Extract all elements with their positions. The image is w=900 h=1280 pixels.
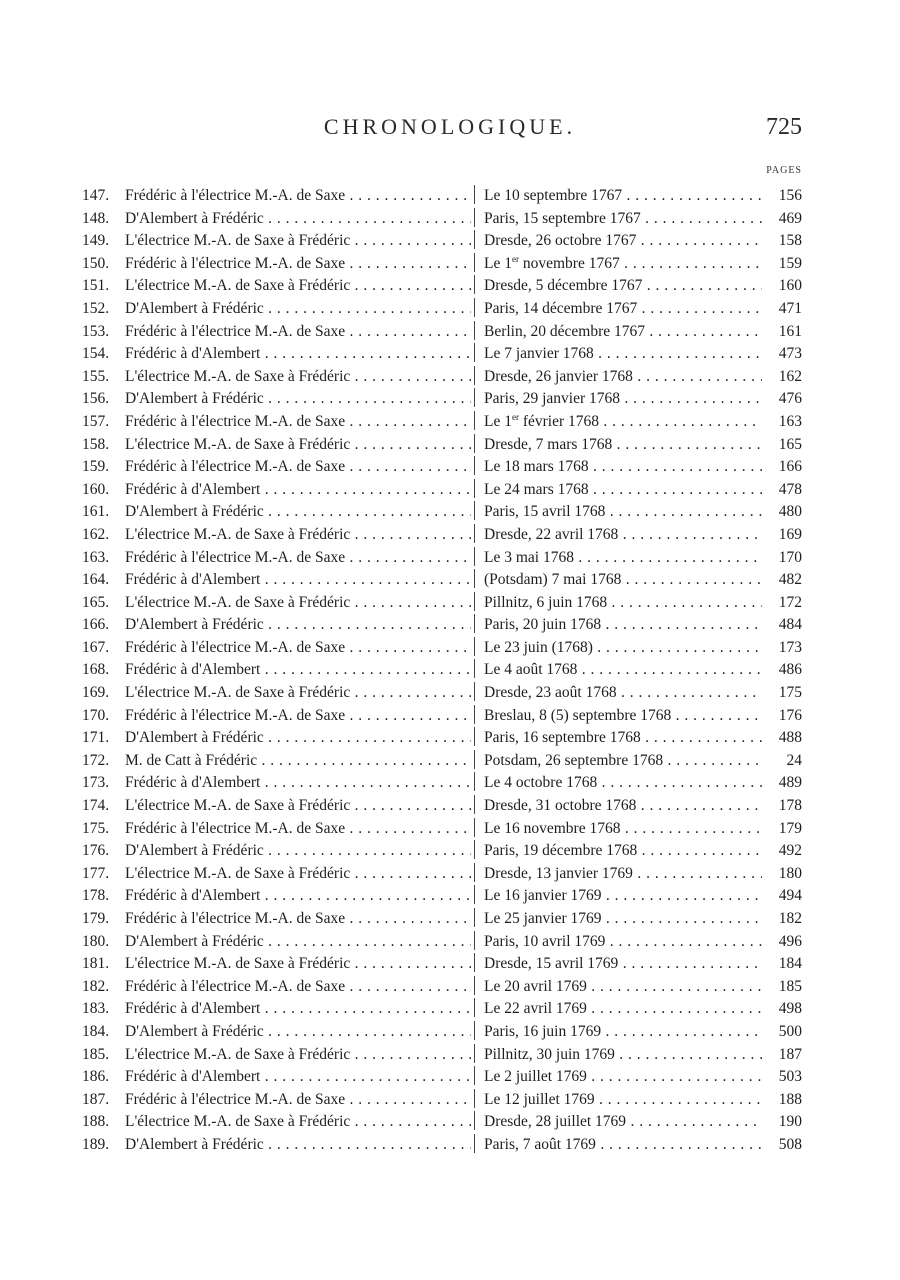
letter-number: 173. <box>82 774 110 792</box>
table-row <box>0 931 900 954</box>
place-date: Le 2 juillet 1769 . . . <box>484 1066 762 1088</box>
page-ref: 489 <box>778 774 802 792</box>
correspondents: D'Alembert à Frédéric . . . <box>125 1021 471 1043</box>
correspondents: D'Alembert à Frédéric . . . <box>125 298 471 320</box>
table-row <box>0 1021 900 1044</box>
table-row <box>0 863 900 886</box>
table-row <box>0 524 900 547</box>
correspondents: D'Alembert à Frédéric . . . <box>125 614 471 636</box>
place-date: Paris, 7 août 1769 . . . <box>484 1134 762 1156</box>
page-ref: 176 <box>778 706 802 724</box>
correspondents: Frédéric à l'électrice M.-A. de Saxe . . . <box>125 908 471 930</box>
place-date: Dresde, 22 avril 1768 . . . <box>484 524 762 546</box>
pages-column-label: PAGES <box>766 165 802 176</box>
page-ref: 166 <box>778 458 802 476</box>
place-date: Paris, 15 avril 1768 . . . <box>484 501 762 523</box>
letter-number: 166. <box>82 616 110 634</box>
correspondents: L'électrice M.-A. de Saxe à Frédéric . . . <box>125 434 471 456</box>
table-row <box>0 705 900 728</box>
column-divider <box>474 1044 475 1063</box>
page-ref: 190 <box>778 1113 802 1131</box>
letter-number: 175. <box>82 819 110 837</box>
column-divider <box>474 411 475 430</box>
letter-number: 169. <box>82 684 110 702</box>
column-divider <box>474 208 475 227</box>
letter-number: 172. <box>82 751 110 769</box>
letter-number: 159. <box>82 458 110 476</box>
letter-number: 163. <box>82 548 110 566</box>
table-row <box>0 840 900 863</box>
place-date: Pillnitz, 30 juin 1769 . . . <box>484 1044 762 1066</box>
page-ref: 486 <box>778 661 802 679</box>
place-date: Pillnitz, 6 juin 1768 . . . <box>484 592 762 614</box>
correspondents: Frédéric à l'électrice M.-A. de Saxe . . . <box>125 456 471 478</box>
column-divider <box>474 1066 475 1085</box>
place-date: Dresde, 5 décembre 1767 . . . <box>484 275 762 297</box>
correspondents: L'électrice M.-A. de Saxe à Frédéric . . . <box>125 230 471 252</box>
correspondents: L'électrice M.-A. de Saxe à Frédéric . . . <box>125 1111 471 1133</box>
letter-number: 171. <box>82 729 110 747</box>
correspondents: Frédéric à d'Alembert . . . <box>125 569 471 591</box>
correspondents: Frédéric à l'électrice M.-A. de Saxe . . . <box>125 185 471 207</box>
page-ref: 184 <box>778 955 802 973</box>
page-ref: 180 <box>778 864 802 882</box>
page-ref: 508 <box>778 1135 802 1153</box>
place-date: Dresde, 31 octobre 1768 . . . <box>484 795 762 817</box>
place-date: Dresde, 15 avril 1769 . . . <box>484 953 762 975</box>
place-date: Le 7 janvier 1768 . . . <box>484 343 762 365</box>
page-ref: 482 <box>778 571 802 589</box>
page-ref: 500 <box>778 1022 802 1040</box>
table-row <box>0 479 900 502</box>
table-row <box>0 321 900 344</box>
page-ref: 188 <box>778 1090 802 1108</box>
column-divider <box>474 366 475 385</box>
correspondents: Frédéric à d'Alembert . . . <box>125 998 471 1020</box>
page-ref: 503 <box>778 1068 802 1086</box>
correspondents: D'Alembert à Frédéric . . . <box>125 388 471 410</box>
column-divider <box>474 592 475 611</box>
letter-number: 165. <box>82 593 110 611</box>
table-row <box>0 1089 900 1112</box>
table-row <box>0 1044 900 1067</box>
correspondents: Frédéric à d'Alembert . . . <box>125 343 471 365</box>
page-ref: 185 <box>778 977 802 995</box>
column-divider <box>474 275 475 294</box>
letter-number: 178. <box>82 887 110 905</box>
place-date: Paris, 14 décembre 1767 . . . <box>484 298 762 320</box>
place-date: Le 10 septembre 1767 . . . <box>484 185 762 207</box>
table-row <box>0 908 900 931</box>
correspondents: D'Alembert à Frédéric . . . <box>125 501 471 523</box>
table-row <box>0 501 900 524</box>
table-row <box>0 343 900 366</box>
table-row <box>0 569 900 592</box>
column-divider <box>474 501 475 520</box>
page-ref: 175 <box>778 684 802 702</box>
place-date: Le 25 janvier 1769 . . . <box>484 908 762 930</box>
column-divider <box>474 479 475 498</box>
column-divider <box>474 343 475 362</box>
page-ref: 484 <box>778 616 802 634</box>
column-divider <box>474 705 475 724</box>
page-ref: 162 <box>778 367 802 385</box>
page-ref: 158 <box>778 232 802 250</box>
letter-number: 167. <box>82 638 110 656</box>
place-date: Paris, 10 avril 1769 . . . <box>484 931 762 953</box>
letter-number: 181. <box>82 955 110 973</box>
correspondents: Frédéric à l'électrice M.-A. de Saxe . . . <box>125 818 471 840</box>
table-row <box>0 185 900 208</box>
letter-number: 189. <box>82 1135 110 1153</box>
correspondents: M. de Catt à Frédéric . . . <box>125 750 471 772</box>
column-divider <box>474 1111 475 1130</box>
correspondents: D'Alembert à Frédéric . . . <box>125 208 471 230</box>
correspondents: Frédéric à l'électrice M.-A. de Saxe . . . <box>125 253 471 275</box>
table-row <box>0 818 900 841</box>
place-date: Paris, 15 septembre 1767 . . . <box>484 208 762 230</box>
table-row <box>0 637 900 660</box>
page-ref: 473 <box>778 345 802 363</box>
page-ref: 498 <box>778 1000 802 1018</box>
correspondents: Frédéric à l'électrice M.-A. de Saxe . . . <box>125 1089 471 1111</box>
column-divider <box>474 953 475 972</box>
page-ref: 24 <box>786 751 802 769</box>
letter-number: 187. <box>82 1090 110 1108</box>
page-ref: 182 <box>778 910 802 927</box>
letter-number: 176. <box>82 842 110 860</box>
column-divider <box>474 1021 475 1040</box>
place-date: Dresde, 26 octobre 1767 . . . <box>484 230 762 252</box>
place-date: Breslau, 8 (5) septembre 1768 . . . <box>484 705 762 727</box>
letter-number: 160. <box>82 480 110 498</box>
column-divider <box>474 637 475 656</box>
correspondents: Frédéric à d'Alembert . . . <box>125 1066 471 1088</box>
table-row <box>0 230 900 253</box>
page-ref: 165 <box>778 435 802 453</box>
column-divider <box>474 863 475 882</box>
page-ref: 488 <box>778 729 802 747</box>
column-divider <box>474 1089 475 1108</box>
place-date: Le 4 octobre 1768 . . . <box>484 772 762 794</box>
page-ref: 494 <box>778 887 802 905</box>
table-row <box>0 1111 900 1134</box>
correspondents: Frédéric à l'électrice M.-A. de Saxe . . . <box>125 547 471 569</box>
letter-number: 149. <box>82 232 110 250</box>
letter-number: 158. <box>82 435 110 453</box>
letter-number: 153. <box>82 322 110 340</box>
page-ref: 172 <box>778 593 802 611</box>
letter-number: 164. <box>82 571 110 589</box>
column-divider <box>474 795 475 814</box>
letter-number: 155. <box>82 367 110 385</box>
letter-number: 154. <box>82 345 110 363</box>
letter-number: 174. <box>82 797 110 815</box>
place-date: (Potsdam) 7 mai 1768 . . . <box>484 569 762 591</box>
place-date: Dresde, 26 janvier 1768 . . . <box>484 366 762 388</box>
table-row <box>0 456 900 479</box>
column-divider <box>474 908 475 927</box>
letter-number: 179. <box>82 910 110 927</box>
place-date: Dresde, 13 janvier 1769 . . . <box>484 863 762 885</box>
table-row <box>0 998 900 1021</box>
column-divider <box>474 388 475 407</box>
place-date: Le 23 juin (1768) . . . <box>484 637 762 659</box>
place-date: Le 16 janvier 1769 . . . <box>484 885 762 907</box>
correspondents: D'Alembert à Frédéric . . . <box>125 1134 471 1156</box>
place-date: Berlin, 20 décembre 1767 . . . <box>484 321 762 343</box>
table-row <box>0 1066 900 1089</box>
column-divider <box>474 840 475 859</box>
column-divider <box>474 434 475 453</box>
correspondents: L'électrice M.-A. de Saxe à Frédéric . . . <box>125 524 471 546</box>
place-date: Dresde, 7 mars 1768 . . . <box>484 434 762 456</box>
table-row <box>0 275 900 298</box>
table-row <box>0 388 900 411</box>
table-row <box>0 411 900 434</box>
running-title: CHRONOLOGIQUE. <box>323 114 577 139</box>
column-divider <box>474 569 475 588</box>
place-date: Le 3 mai 1768 . . . <box>484 547 762 569</box>
letter-number: 150. <box>82 254 110 272</box>
place-date: Le 16 novembre 1768 . . . <box>484 818 762 840</box>
page-ref: 173 <box>778 638 802 656</box>
letter-number: 161. <box>82 503 110 521</box>
table-row <box>0 795 900 818</box>
letter-number: 170. <box>82 706 110 724</box>
correspondents: L'électrice M.-A. de Saxe à Frédéric . . . <box>125 863 471 885</box>
correspondents: L'électrice M.-A. de Saxe à Frédéric . . . <box>125 592 471 614</box>
correspondents: L'électrice M.-A. de Saxe à Frédéric . . . <box>125 1044 471 1066</box>
column-divider <box>474 524 475 543</box>
table-row <box>0 298 900 321</box>
correspondents: Frédéric à d'Alembert . . . <box>125 772 471 794</box>
correspondents: L'électrice M.-A. de Saxe à Frédéric . . . <box>125 682 471 704</box>
letter-number: 180. <box>82 932 110 950</box>
correspondents: Frédéric à l'électrice M.-A. de Saxe . . . <box>125 411 471 433</box>
table-row <box>0 727 900 750</box>
correspondents: L'électrice M.-A. de Saxe à Frédéric . . . <box>125 275 471 297</box>
place-date: Le 1er novembre 1767 . . . <box>484 253 762 275</box>
correspondents: Frédéric à l'électrice M.-A. de Saxe . . . <box>125 976 471 998</box>
column-divider <box>474 727 475 746</box>
column-divider <box>474 682 475 701</box>
correspondents: L'électrice M.-A. de Saxe à Frédéric . . . <box>125 366 471 388</box>
letter-number: 177. <box>82 864 110 882</box>
table-row <box>0 1134 900 1157</box>
table-row <box>0 366 900 389</box>
table-row <box>0 208 900 231</box>
page-ref: 496 <box>778 932 802 950</box>
letter-number: 186. <box>82 1068 110 1086</box>
place-date: Paris, 20 juin 1768 . . . <box>484 614 762 636</box>
place-date: Le 12 juillet 1769 . . . <box>484 1089 762 1111</box>
column-divider <box>474 253 475 272</box>
correspondents: Frédéric à d'Alembert . . . <box>125 479 471 501</box>
page-ref: 471 <box>778 299 802 317</box>
column-divider <box>474 998 475 1017</box>
column-divider <box>474 547 475 566</box>
place-date: Potsdam, 26 septembre 1768 . . . <box>484 750 762 772</box>
letter-number: 152. <box>82 299 110 317</box>
table-row <box>0 772 900 795</box>
correspondents: D'Alembert à Frédéric . . . <box>125 727 471 749</box>
page-ref: 492 <box>778 842 802 860</box>
correspondents: D'Alembert à Frédéric . . . <box>125 840 471 862</box>
column-divider <box>474 321 475 340</box>
place-date: Le 24 mars 1768 . . . <box>484 479 762 501</box>
column-divider <box>474 659 475 678</box>
letter-number: 151. <box>82 277 110 295</box>
chronological-table <box>0 185 900 1157</box>
page-ref: 178 <box>778 797 802 815</box>
place-date: Le 4 août 1768 . . . <box>484 659 762 681</box>
correspondents: Frédéric à d'Alembert . . . <box>125 885 471 907</box>
place-date: Paris, 19 décembre 1768 . . . <box>484 840 762 862</box>
column-divider <box>474 456 475 475</box>
letter-number: 184. <box>82 1022 110 1040</box>
table-row <box>0 614 900 637</box>
letter-number: 185. <box>82 1045 110 1063</box>
page-ref: 476 <box>778 390 802 408</box>
correspondents: Frédéric à l'électrice M.-A. de Saxe . . . <box>125 637 471 659</box>
letter-number: 162. <box>82 525 110 543</box>
place-date: Le 18 mars 1768 . . . <box>484 456 762 478</box>
place-date: Dresde, 28 juillet 1769 . . . <box>484 1111 762 1133</box>
place-date: Paris, 29 janvier 1768 . . . <box>484 388 762 410</box>
column-divider <box>474 298 475 317</box>
table-row <box>0 253 900 276</box>
place-date: Le 20 avril 1769 . . . <box>484 976 762 998</box>
page-ref: 161 <box>778 322 802 340</box>
page-ref: 169 <box>778 525 802 543</box>
table-row <box>0 547 900 570</box>
page-ref: 170 <box>778 548 802 566</box>
page-ref: 159 <box>778 254 802 272</box>
place-date: Paris, 16 septembre 1768 . . . <box>484 727 762 749</box>
table-row <box>0 592 900 615</box>
table-row <box>0 682 900 705</box>
page-ref: 469 <box>778 209 802 227</box>
column-divider <box>474 614 475 633</box>
table-row <box>0 953 900 976</box>
correspondents: Frédéric à l'électrice M.-A. de Saxe . . . <box>125 705 471 727</box>
column-divider <box>474 772 475 791</box>
correspondents: Frédéric à d'Alembert . . . <box>125 659 471 681</box>
page-ref: 478 <box>778 480 802 498</box>
table-row <box>0 885 900 908</box>
page-ref: 163 <box>778 412 802 430</box>
table-row <box>0 976 900 999</box>
page-ref: 480 <box>778 503 802 521</box>
letter-number: 156. <box>82 390 110 408</box>
column-divider <box>474 931 475 950</box>
place-date: Paris, 16 juin 1769 . . . <box>484 1021 762 1043</box>
page-ref: 187 <box>778 1045 802 1063</box>
table-row <box>0 750 900 773</box>
page-number: 725 <box>766 114 802 140</box>
correspondents: Frédéric à l'électrice M.-A. de Saxe . . . <box>125 321 471 343</box>
column-divider <box>474 976 475 995</box>
letter-number: 182. <box>82 977 110 995</box>
letter-number: 147. <box>82 187 110 204</box>
place-date: Le 1er février 1768 . . . <box>484 411 762 433</box>
correspondents: D'Alembert à Frédéric . . . <box>125 931 471 953</box>
letter-number: 148. <box>82 209 110 227</box>
correspondents: L'électrice M.-A. de Saxe à Frédéric . . . <box>125 953 471 975</box>
letter-number: 183. <box>82 1000 110 1018</box>
letter-number: 168. <box>82 661 110 679</box>
column-divider <box>474 750 475 769</box>
column-divider <box>474 230 475 249</box>
column-divider <box>474 818 475 837</box>
column-divider <box>474 885 475 904</box>
column-divider <box>474 185 475 204</box>
page-ref: 179 <box>778 819 802 837</box>
page-ref: 156 <box>778 187 802 204</box>
letter-number: 188. <box>82 1113 110 1131</box>
table-row <box>0 659 900 682</box>
letter-number: 157. <box>82 412 110 430</box>
table-row <box>0 434 900 457</box>
page-ref: 160 <box>778 277 802 295</box>
correspondents: L'électrice M.-A. de Saxe à Frédéric . . . <box>125 795 471 817</box>
column-divider <box>474 1134 475 1153</box>
place-date: Le 22 avril 1769 . . . <box>484 998 762 1020</box>
place-date: Dresde, 23 août 1768 . . . <box>484 682 762 704</box>
